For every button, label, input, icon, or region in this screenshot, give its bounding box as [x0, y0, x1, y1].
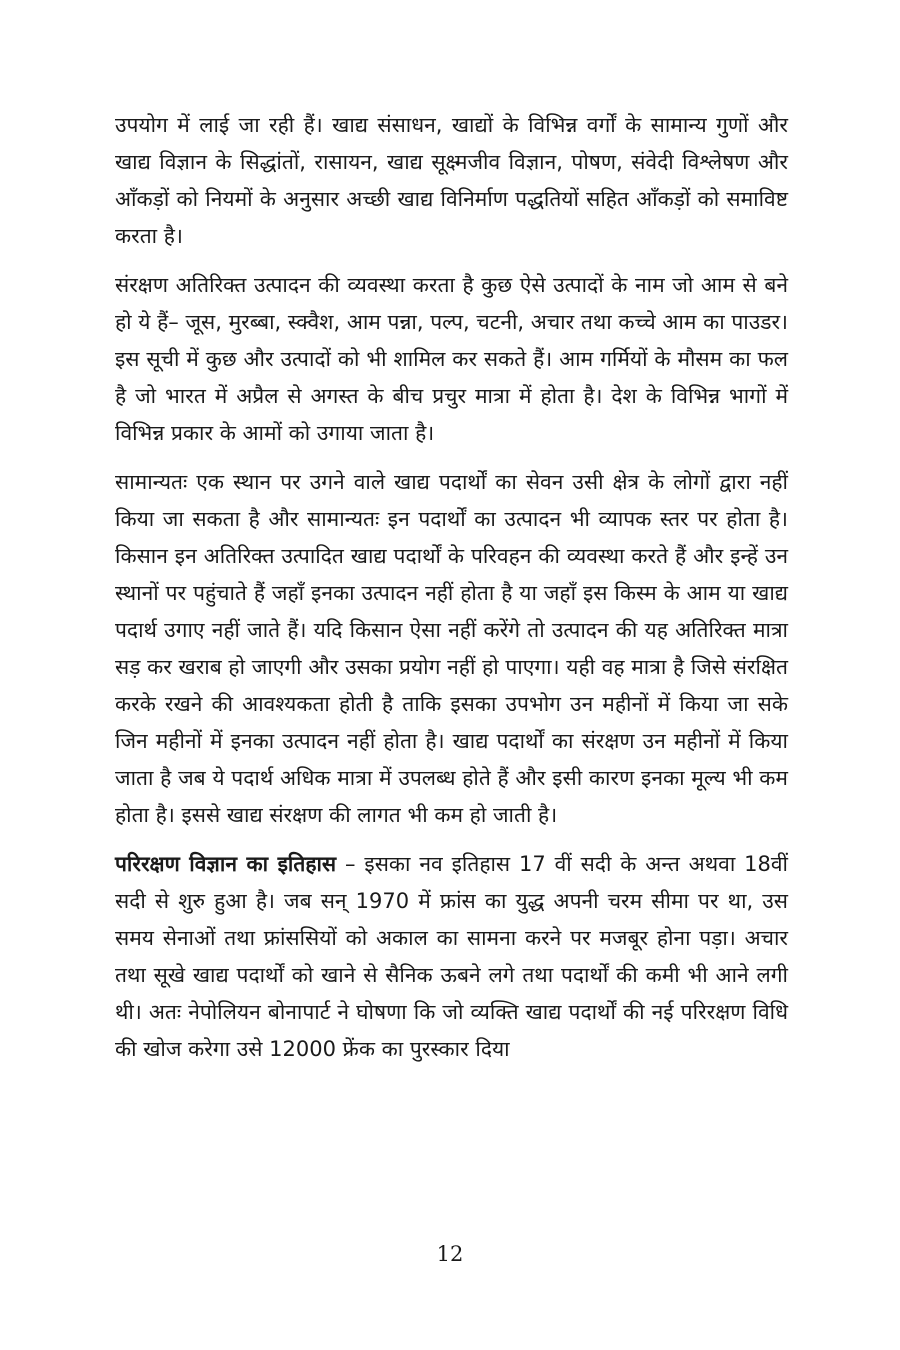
page-number: 12 [436, 1242, 464, 1266]
paragraph-4 [115, 846, 788, 1068]
document-page [115, 107, 788, 1080]
paragraph-1: उपयोग में लाई जा रही हैं। खाद्य संसाधन, खाद्यों के विभिन्न वर्गों के सामान्य गुणों और खाद्य विज्ञान के सिद्धांतों, रासायन, खाद्य सूक्ष्मजीव विज्ञान, पोषण, संवेदी विश्लेषण और आँकड़ों को नियमों के अनुसार अच्छी खाद्य विनिर्माण पद्धतियों सहित आँकड़ों को समाविष्ट करता है। [115, 113, 788, 248]
paragraph-2: संरक्षण अतिरिक्त उत्पादन की व्यवस्था करता है कुछ ऐसे उत्पादों के नाम जो आम से बने हो ये हैं– जूस, मुरब्बा, स्क्वैश, आम पन्ना, पल्प, चटनी, अचार तथा कच्चे आम का पाउडर। इस सूची में कुछ और उत्पादों को भी शामिल कर सकते हैं। आम गर्मियों के मौसम का फल है जो भारत में अप्रैल से अगस्त के बीच प्रचुर मात्रा में होता है। देश के विभिन्न भागों में विभिन्न प्रकार के आमों को उगाया जाता है। [115, 273, 789, 445]
section-heading-history: परिरक्षण विज्ञान का इतिहास [115, 852, 337, 876]
paragraph-4-body: – इसका नव इतिहास 17 वीं सदी के अन्त अथवा 18वीं सदी से शुरु हुआ है। जब सन् 1970 में फ्रांस का युद्ध अपनी चरम सीमा पर था, उस समय सेनाओं तथा फ्रांससियों को अकाल का सामना करने पर मजबूर होना पड़ा। अचार तथा सूखे खाद्य पदार्थों को खाने से सैनिक ऊबने लगे तथा पदार्थों की कमी भी आने लगी थी। अतः नेपोलियन बोनापार्ट ने घोषणा कि जो व्यक्ति खाद्य पदार्थों की नई परिरक्षण विधि की खोज करेगा उसे 12000 फ्रेंक का पुरस्कार दिया [115, 852, 788, 1061]
paragraph-3: सामान्यतः एक स्थान पर उगने वाले खाद्य पदार्थों का सेवन उसी क्षेत्र के लोगों द्वारा नहीं किया जा सकता है और सामान्यतः इन पदार्थों का उत्पादन भी व्यापक स्तर पर होता है। किसान इन अतिरिक्त उत्पादित खाद्य पदार्थों के परिवहन की व्यवस्था करते हैं और इन्हें उन स्थानों पर पहुंचाते हैं जहाँ इनका उत्पादन नहीं होता है या जहाँ इस किस्म के आम या खाद्य पदार्थ उगाए नहीं जाते हैं। यदि किसान ऐसा नहीं करेंगे तो उत्पादन की यह अतिरिक्त मात्रा सड़ कर खराब हो जाएगी और उसका प्रयोग नहीं हो पाएगा। यही वह मात्रा है जिसे संरक्षित करके रखने की आवश्यकता होती है ताकि इसका उपभोग उन महीनों में किया जा सके जिन महीनों में इनका उत्पादन नहीं होता है। खाद्य पदार्थों का संरक्षण उन महीनों में किया जाता है जब ये पदार्थ अधिक मात्रा में उपलब्ध होते हैं और इसी कारण इनका मूल्य भी कम होता है। इससे खाद्य संरक्षण की लागत भी कम हो जाती है। [115, 470, 788, 827]
